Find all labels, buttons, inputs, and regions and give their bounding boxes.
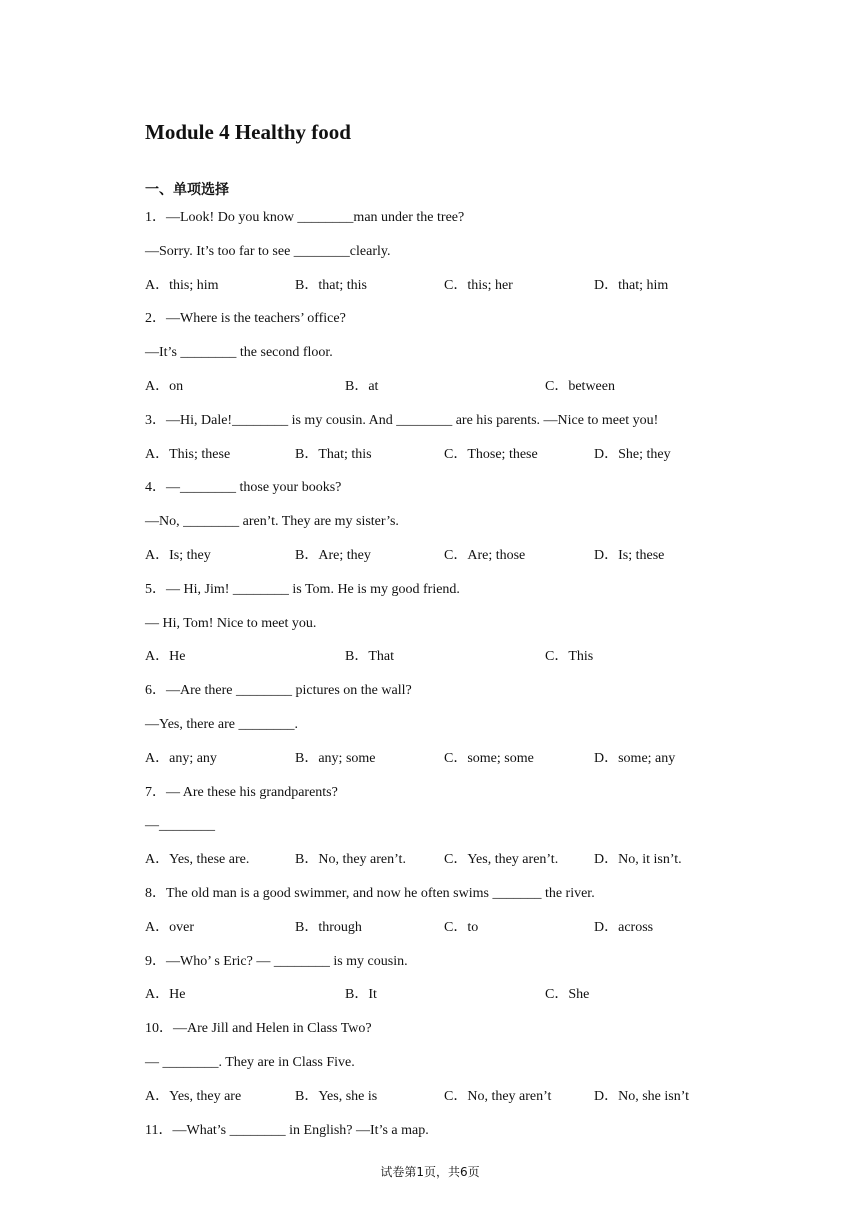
question-9-option-b[interactable]: B．It <box>345 987 377 1003</box>
question-8-option-d[interactable]: D．across <box>594 919 654 935</box>
question-4-option-d[interactable]: D．Is; these <box>594 548 665 563</box>
page-footer: 试卷第1页，共6页 <box>380 1165 480 1179</box>
question-3-option-c[interactable]: C．Those; these <box>444 446 538 462</box>
question-7-line-2: —________ <box>145 818 215 834</box>
question-7-option-a[interactable]: A．Yes, these are. <box>145 852 250 868</box>
question-6-option-d[interactable]: D．some; any <box>594 750 676 766</box>
question-5-line-1: 5．— Hi, Jim! ________ is Tom. He is my good friend. <box>145 581 460 597</box>
question-6-line-1: 6．—Are there ________ pictures on the wall? <box>145 683 412 699</box>
question-4-line-1: 4．—________ those your books? <box>145 480 342 496</box>
question-3-option-a[interactable]: A．This; these <box>145 446 231 462</box>
question-4-option-a[interactable]: A．Is; they <box>145 548 211 563</box>
question-7-option-b[interactable]: B．No, they aren’t. <box>295 852 406 868</box>
question-8-option-b[interactable]: B．through <box>295 919 362 935</box>
question-2-option-c[interactable]: C．between <box>545 379 615 394</box>
question-1-option-b[interactable]: B．that; this <box>295 277 367 293</box>
question-1-option-a[interactable]: A．this; him <box>145 277 219 293</box>
question-4-option-b[interactable]: B．Are; they <box>295 548 371 563</box>
question-4-option-c[interactable]: C．Are; those <box>444 548 526 563</box>
question-8-option-a[interactable]: A．over <box>145 919 194 935</box>
question-8-option-c[interactable]: C．to <box>444 919 479 935</box>
question-1-line-2: —Sorry. It’s too far to see ________clearly. <box>145 243 391 259</box>
question-6-option-c[interactable]: C．some; some <box>444 750 534 766</box>
question-11-line-1: 11．—What’s ________ in English? —It’s a map. <box>145 1122 429 1138</box>
question-3-line-1: 3．—Hi, Dale!________ is my cousin. And ________ are his parents. —Nice to meet you! <box>145 412 659 428</box>
page-title: Module 4 Healthy food <box>145 120 351 144</box>
question-1-option-c[interactable]: C．this; her <box>444 277 513 293</box>
question-2-line-1: 2．—Where is the teachers’ office? <box>145 311 346 327</box>
question-9-line-1: 9．—Who’ s Eric? — ________ is my cousin. <box>145 953 408 969</box>
question-10-line-1: 10．—Are Jill and Helen in Class Two? <box>145 1021 372 1037</box>
question-3-option-d[interactable]: D．She; they <box>594 446 671 462</box>
question-1-option-d[interactable]: D．that; him <box>594 277 669 293</box>
question-2-option-a[interactable]: A．on <box>145 379 184 394</box>
question-9-option-c[interactable]: C．She <box>545 987 590 1003</box>
question-6-option-b[interactable]: B．any; some <box>295 750 376 766</box>
question-2-line-2: —It’s ________ the second floor. <box>145 345 333 361</box>
question-5-line-2: — Hi, Tom! Nice to meet you. <box>145 615 317 631</box>
question-7-option-d[interactable]: D．No, it isn’t. <box>594 852 682 868</box>
question-4-line-2: —No, ________ aren’t. They are my sister’s. <box>145 514 399 530</box>
section-heading: 一、单项选择 <box>145 182 229 198</box>
question-9-option-a[interactable]: A．He <box>145 987 186 1003</box>
question-6-line-2: —Yes, there are ________. <box>145 717 298 732</box>
question-10-line-2: — ________. They are in Class Five. <box>145 1055 355 1070</box>
question-10-option-d[interactable]: D．No, she isn’t <box>594 1088 690 1104</box>
question-10-option-b[interactable]: B．Yes, she is <box>295 1088 378 1104</box>
question-8-line-1: 8．The old man is a good swimmer, and now he often swims _______ the river. <box>145 886 595 901</box>
question-6-option-a[interactable]: A．any; any <box>145 750 217 766</box>
question-7-line-1: 7．— Are these his grandparents? <box>145 784 338 800</box>
question-1-line-1: 1．—Look! Do you know ________man under the tree? <box>145 210 465 225</box>
question-3-option-b[interactable]: B．That; this <box>295 446 372 462</box>
question-5-option-b[interactable]: B．That <box>345 649 394 665</box>
question-7-option-c[interactable]: C．Yes, they aren’t. <box>444 852 559 868</box>
question-10-option-a[interactable]: A．Yes, they are <box>145 1088 242 1104</box>
question-5-option-c[interactable]: C．This <box>545 649 594 665</box>
question-2-option-b[interactable]: B．at <box>345 379 379 394</box>
question-5-option-a[interactable]: A．He <box>145 649 186 665</box>
question-10-option-c[interactable]: C．No, they aren’t <box>444 1088 552 1104</box>
